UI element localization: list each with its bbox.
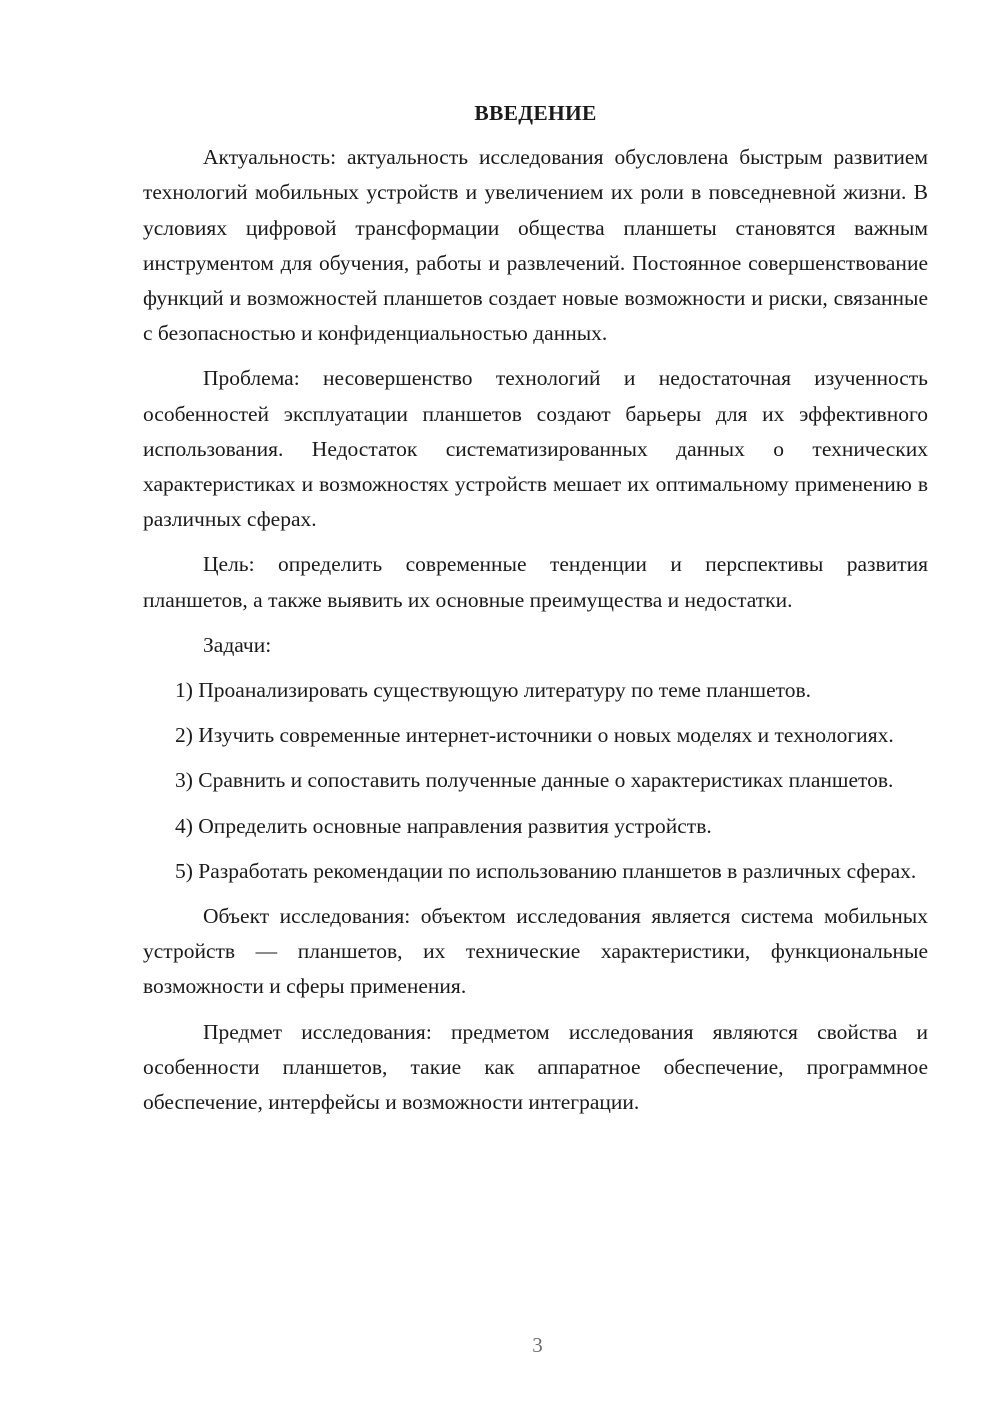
page-number: 3 [532, 1333, 543, 1357]
section-heading: ВВЕДЕНИЕ [474, 101, 597, 125]
task-item-1: 1) Проанализировать существующую литературу по теме планшетов. [175, 678, 812, 703]
task-item-5: 5) Разработать рекомендации по использованию планшетов в различных сферах. [175, 858, 917, 883]
task-item-4: 4) Определить основные направления развития устройств. [175, 813, 712, 838]
tasks-label: Задачи: [203, 632, 272, 657]
paragraph-problem: Проблема: несовершенство технологий и недостаточная изученность особенностей эксплуатации планшетов создают барьеры для их эффективного использования. Недостаток систематизированных данных о технических характеристиках и возможностях устройств мешает их оптимальному применению в различных сферах. [143, 366, 928, 532]
paragraph-subject: Предмет исследования: предметом исследования являются свойства и особенности планшетов, такие как аппаратное обеспечение, программное обеспечение, интерфейсы и возможности интеграции. [143, 1019, 928, 1115]
paragraph-object: Объект исследования: объектом исследования является система мобильных устройств — планшетов, их технические характеристики, функциональные возможности и сферы применения. [143, 904, 928, 999]
page-content [143, 96, 928, 1130]
paragraph-goal: Цель: определить современные тенденции и перспективы развития планшетов, а также выявить их основные преимущества и недостатки. [143, 552, 928, 612]
task-item-3: 3) Сравнить и сопоставить полученные данные о характеристиках планшетов. [175, 768, 894, 793]
paragraph-relevance: Актуальность: актуальность исследования обусловлена быстрым развитием технологий мобильных устройств и увеличением их роли в повседневной жизни. В условиях цифровой трансформации общества планшеты становятся важным инструментом для обучения, работы и развлечений. Постоянное совершенствование функций и возможностей планшетов создает новые возможности и риски, связанные с безопасностью и конфиденциальностью данных. [143, 145, 928, 346]
task-item-2: 2) Изучить современные интернет-источники о новых моделях и технологиях. [175, 723, 894, 748]
